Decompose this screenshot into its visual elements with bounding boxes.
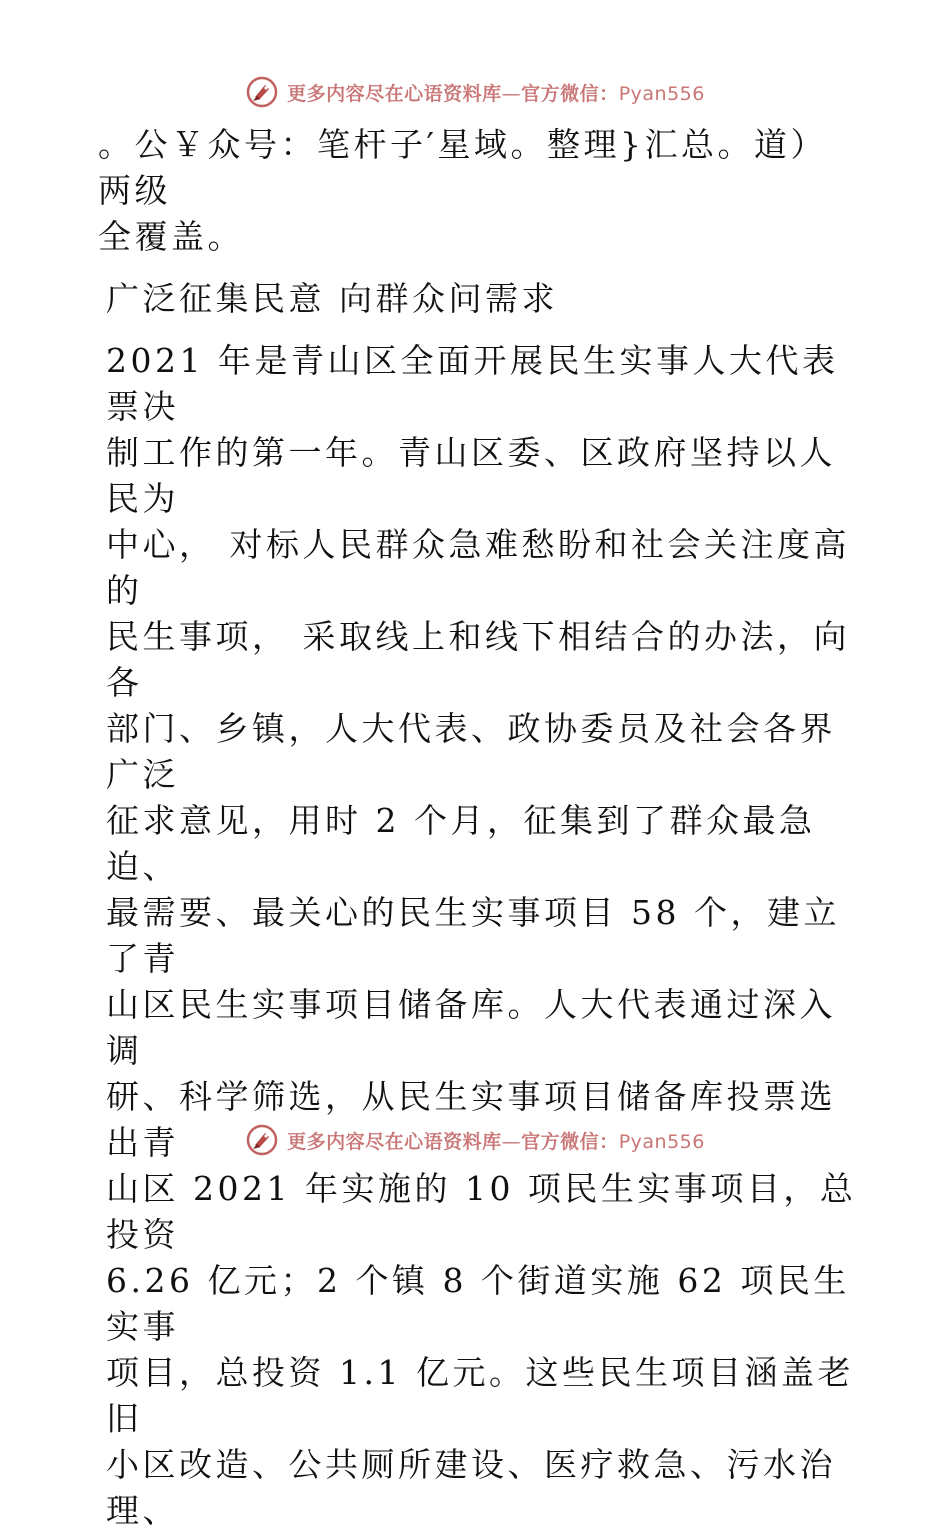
watermark-separator: — — [501, 1130, 522, 1153]
paragraph-continuation — [98, 122, 858, 260]
watermark-separator: — — [501, 82, 522, 105]
pen-nib-logo-icon — [245, 75, 279, 109]
footer-watermark — [0, 1120, 950, 1160]
text-line: 6.26 亿元；2 个镇 8 个街道实施 62 项民生实事 — [106, 1261, 850, 1346]
text-line: 征求意见，用时 2 个月，征集到了群众最急迫、 — [106, 801, 816, 886]
watermark-brand: 更多内容尽在心语资料库 — [287, 1130, 502, 1153]
heading-text: 广泛征集民意 向群众问需求 — [106, 279, 558, 318]
watermark-wechat-id: Pyan556 — [618, 82, 705, 105]
text-line: 民生事项， 采取线上和线下相结合的办法，向各 — [106, 617, 850, 702]
text-line: 山区 2021 年实施的 10 项民生实事项目，总投资 — [106, 1169, 857, 1254]
document-body — [98, 122, 858, 1534]
text-line: 项目，总投资 1.1 亿元。这些民生项目涵盖老旧 — [106, 1353, 854, 1438]
text-line: 中心， 对标人民群众急难愁盼和社会关注度高的 — [106, 525, 850, 610]
text-line: 2021 年是青山区全面开展民生实事人大代表票决 — [106, 341, 839, 426]
watermark-brand: 更多内容尽在心语资料库 — [287, 82, 502, 105]
watermark-text — [287, 1127, 705, 1154]
header-watermark — [0, 72, 950, 112]
watermark-wechat-id: Pyan556 — [618, 1130, 705, 1153]
text-line: 制工作的第一年。青山区委、区政府坚持以人民为 — [106, 433, 836, 518]
pen-nib-logo-icon — [245, 1123, 279, 1157]
text-line: 研、科学筛选，从民生实事项目储备库投票选出青 — [106, 1077, 836, 1162]
watermark-label: 官方微信： — [521, 82, 619, 105]
text-line: 小区改造、公共厕所建设、医疗救急、污水治理、 — [106, 1445, 836, 1530]
text-line: 。公￥众号：笔杆子′星域。整理}汇总。道）两级 — [98, 125, 827, 210]
text-line: 最需要、最关心的民生实事项目 58 个，建立了青 — [106, 893, 840, 978]
watermark-text — [287, 79, 705, 106]
paragraph-body — [98, 338, 858, 1534]
section-heading — [98, 276, 858, 322]
text-line: 部门、乡镇，人大代表、政协委员及社会各界广泛 — [106, 709, 836, 794]
text-line: 全覆盖。 — [98, 217, 244, 256]
watermark-label: 官方微信： — [521, 1130, 619, 1153]
text-line: 山区民生实事项目储备库。人大代表通过深入调 — [106, 985, 836, 1070]
